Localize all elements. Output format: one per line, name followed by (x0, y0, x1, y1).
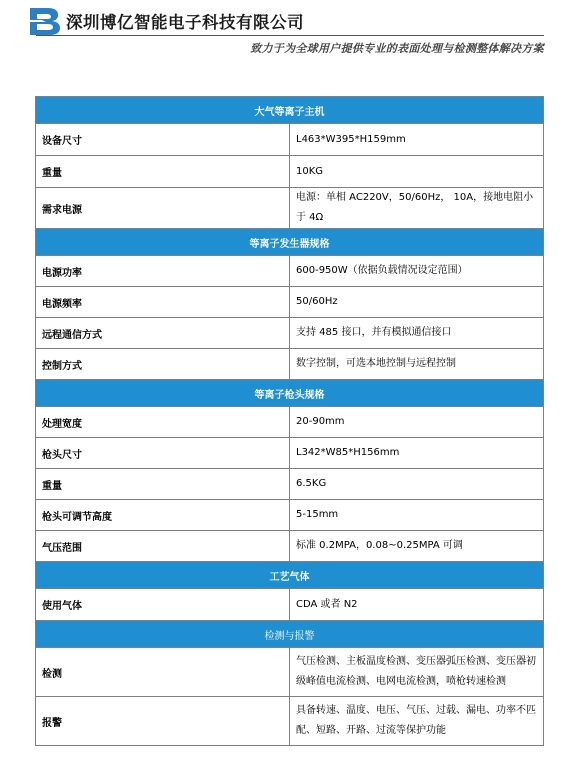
spec-label: 枪头可调节高度 (36, 500, 290, 531)
spec-label: 气压范围 (36, 531, 290, 562)
spec-label: 需求电源 (36, 188, 290, 229)
spec-label: 控制方式 (36, 349, 290, 380)
section-header-row (36, 621, 544, 648)
spec-label: 远程通信方式 (36, 318, 290, 349)
spec-value: CDA 或者 N2 (290, 589, 544, 621)
spec-row (36, 407, 544, 438)
header-divider (36, 35, 544, 36)
company-logo-icon (28, 6, 62, 36)
section-title-alarm: 检测与报警 (36, 621, 544, 648)
spec-value: 50/60Hz (290, 287, 544, 318)
spec-row (36, 500, 544, 531)
spec-row (36, 287, 544, 318)
section-title-torch: 等离子枪头规格 (36, 380, 544, 407)
company-name: 深圳博亿智能电子科技有限公司 (66, 13, 304, 32)
spec-value: 5-15mm (290, 500, 544, 531)
spec-value: 支持 485 接口，并有模拟通信接口 (290, 318, 544, 349)
spec-value: 600-950W（依据负载情况设定范围） (290, 256, 544, 287)
spec-value: 标准 0.2MPA，0.08~0.25MPA 可调 (290, 531, 544, 562)
page-header (0, 0, 562, 64)
spec-row (36, 188, 544, 229)
spec-row (36, 318, 544, 349)
spec-value: 10KG (290, 156, 544, 188)
spec-value: 气压检测、主板温度检测、变压器弧压检测、变压器初级峰值电流检测、电网电流检测，喷枪转速检测 (290, 648, 544, 697)
section-header-row (36, 562, 544, 589)
spec-label: 重量 (36, 469, 290, 500)
section-title-host: 大气等离子主机 (36, 97, 544, 124)
spec-row (36, 156, 544, 188)
spec-row (36, 469, 544, 500)
section-header-row (36, 229, 544, 256)
spec-row (36, 589, 544, 621)
section-header-row (36, 380, 544, 407)
company-slogan: 致力于为全球用户提供专业的表面处理与检测整体解决方案 (250, 42, 544, 55)
spec-value: 数字控制，可选本地控制与远程控制 (290, 349, 544, 380)
spec-value: 6.5KG (290, 469, 544, 500)
spec-label: 处理宽度 (36, 407, 290, 438)
spec-row (36, 349, 544, 380)
spec-label: 设备尺寸 (36, 124, 290, 156)
spec-label: 电源功率 (36, 256, 290, 287)
spec-table (35, 96, 544, 746)
spec-label: 报警 (36, 697, 290, 746)
spec-label: 检测 (36, 648, 290, 697)
spec-value: L463*W395*H159mm (290, 124, 544, 156)
spec-value: 电源：单相 AC220V，50/60Hz， 10A，接地电阻小于 4Ω (290, 188, 544, 229)
spec-label: 电源频率 (36, 287, 290, 318)
spec-value: 具备转速、温度、电压、气压、过载、漏电、功率不匹配、短路、开路、过流等保护功能 (290, 697, 544, 746)
spec-value: 20-90mm (290, 407, 544, 438)
spec-row (36, 697, 544, 746)
section-title-gas: 工艺气体 (36, 562, 544, 589)
spec-row (36, 124, 544, 156)
spec-label: 重量 (36, 156, 290, 188)
spec-value: L342*W85*H156mm (290, 438, 544, 469)
section-title-generator: 等离子发生器规格 (36, 229, 544, 256)
spec-row (36, 438, 544, 469)
spec-row (36, 531, 544, 562)
section-header-row (36, 97, 544, 124)
spec-row (36, 648, 544, 697)
spec-row (36, 256, 544, 287)
spec-label: 枪头尺寸 (36, 438, 290, 469)
spec-label: 使用气体 (36, 589, 290, 621)
